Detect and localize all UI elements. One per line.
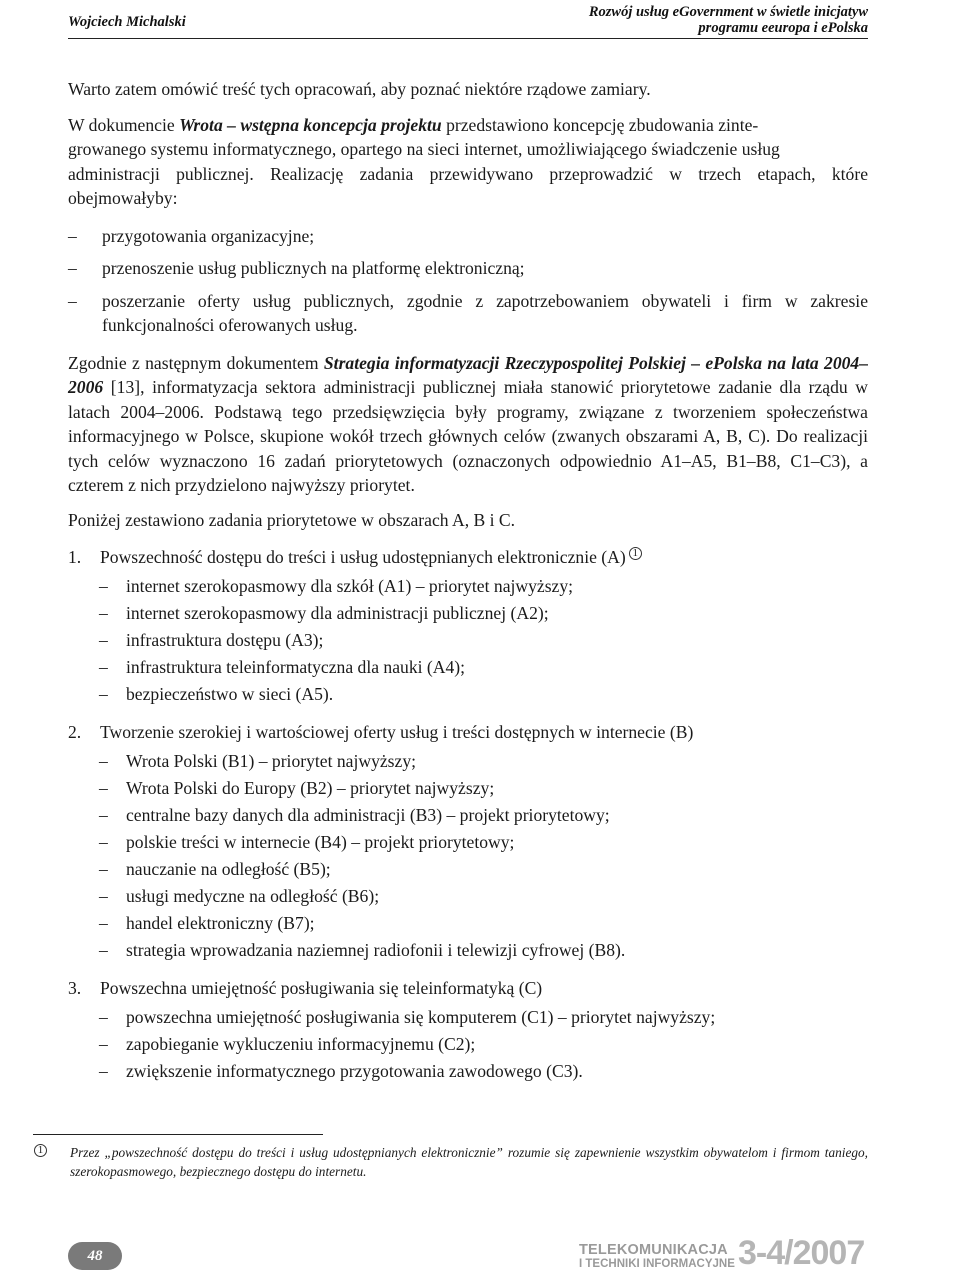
strategy-paragraph (68, 351, 868, 498)
list-item (68, 655, 868, 680)
list-item-text: infrastruktura teleinformatyczna dla nauki (A4); (126, 656, 466, 677)
list-item (68, 803, 868, 828)
area-c-number: 3. (68, 978, 82, 998)
list-item-text: centralne bazy danych dla administracji (B3) – projekt priorytetowy; (126, 804, 610, 825)
list-item-text: powszechna umiejętność posługiwania się komputerem (C1) – priorytet najwyższy; (126, 1006, 716, 1027)
list-item (68, 857, 868, 882)
running-head-title-line2: programu eeuropa i ePolska (698, 20, 868, 36)
issue-number: 3-4/2007 (738, 1234, 865, 1272)
list-dash: – (99, 629, 108, 650)
list-item-text: przenoszenie usług publicznych na platformę elektroniczną; (102, 258, 525, 278)
list-item (68, 256, 868, 281)
list-item (68, 289, 868, 338)
list-dash: – (68, 290, 77, 311)
list-dash: – (68, 258, 77, 278)
list-item-text: strategia wprowadzania naziemnej radiofonii i telewizji cyfrowej (B8). (126, 939, 626, 960)
list-item-text: zapobieganie wykluczeniu informacyjnemu (C2); (126, 1033, 476, 1054)
list-item-text: internet szerokopasmowy dla szkół (A1) – priorytet najwyższy; (126, 575, 574, 596)
area-c-heading (68, 976, 868, 1001)
list-item (68, 884, 868, 909)
list-dash: – (99, 683, 108, 704)
strategy-paragraph-rest: [13], informatyzacja sektora administracji publicznej miała stanowić priorytetowe zadanie dla rządu w latach 2004–2006. Podstawą tego przedsięwzięcia były programy, związane z tworzeniem społeczeństwa informacyjnego w Polsce, skupione wokół trzech głównych celów (zwanych obszarami A, B, C). Do realizacji tych celów wyznaczono 16 zadań priorytetowych (oznaczonych odpowiednio A1–A5, B1–B8, C1–C3), a czterem z nich przydzielono najwyższy priorytet. (68, 377, 868, 495)
list-item-text: Wrota Polski (B1) – priorytet najwyższy; (126, 750, 417, 771)
header-rule (68, 38, 868, 39)
list-item-text: poszerzanie oferty usług publicznych, zgodnie z zapotrzebowaniem obywateli i firm w zakresie funkcjonalności oferowanych usług. (102, 290, 868, 335)
list-dash: – (99, 1033, 108, 1054)
footnote-text: Przez „powszechność dostępu do treści i usług udostępnianych elektronicznie” rozumie się zapewnienie wszystkim obywatelom i firmom taniego, szerokopasmowego, bezpiecznego dostępu do internetu. (70, 1145, 868, 1179)
list-item-text: zwiększenie informatycznego przygotowania zawodowego (C3). (126, 1060, 583, 1081)
list-item (68, 574, 868, 599)
list-item (68, 1059, 868, 1084)
area-b-number: 2. (68, 722, 82, 742)
list-item (68, 749, 868, 774)
list-item-text: bezpieczeństwo w sieci (A5). (126, 683, 334, 704)
area-c-title: Powszechna umiejętność posługiwania się teleinformatyką (C) (100, 978, 543, 998)
intro-paragraph: Warto zatem omówić treść tych opracowań, aby poznać niektóre rządowe zamiary. (68, 79, 651, 99)
list-item-text: handel elektroniczny (B7); (126, 912, 315, 933)
list-item (68, 776, 868, 801)
wrota-doc-title: Wrota – wstępna koncepcja projektu (179, 114, 442, 135)
area-a-number: 1. (68, 547, 82, 567)
magazine-name-line1: TELEKOMUNIKACJA (579, 1242, 728, 1258)
strategy-paragraph-lead: Zgodnie z następnym dokumentem (68, 352, 324, 373)
area-b-heading (68, 720, 868, 745)
list-item (68, 224, 868, 249)
list-dash: – (99, 858, 108, 879)
area-a-list (68, 574, 868, 707)
wrota-paragraph-line2: growanego systemu informatycznego, opartego na sieci internet, umożliwiającego świadczenie usług (68, 139, 780, 159)
list-item-text: przygotowania organizacyjne; (102, 225, 315, 246)
list-dash: – (99, 1060, 108, 1081)
list-dash: – (99, 885, 108, 906)
list-dash: – (99, 939, 108, 960)
list-dash: – (99, 750, 108, 771)
footnote (37, 1143, 868, 1181)
wrota-paragraph (68, 113, 868, 211)
strategy-doc-title: Strategia informatyzacji Rzeczypospolitej Polskiej – ePolska na lata 2004–2006 (68, 352, 869, 397)
area-b-list (68, 749, 868, 963)
running-head-author: Wojciech Michalski (68, 14, 186, 30)
wrota-paragraph-lead: W dokumencie (68, 114, 180, 135)
list-item-text: Wrota Polski do Europy (B2) – priorytet najwyższy; (126, 777, 495, 798)
list-item (68, 911, 868, 936)
list-item (68, 938, 868, 963)
area-a-title: Powszechność dostępu do treści i usług udostępnianych elektronicznie (A) (100, 547, 626, 567)
footnote-number: 1 (34, 1144, 47, 1157)
list-dash: – (99, 602, 108, 623)
footnote-rule (33, 1134, 323, 1135)
running-head-title-line1: Rozwój usług eGovernment w świetle inicjatyw (588, 4, 868, 20)
list-item-text: internet szerokopasmowy dla administracji publicznej (A2); (126, 602, 549, 623)
list-dash: – (99, 656, 108, 677)
summary-paragraph: Poniżej zestawiono zadania priorytetowe w obszarach A, B i C. (68, 509, 516, 530)
list-item (68, 601, 868, 626)
area-b-title: Tworzenie szerokiej i wartościowej oferty usług i treści dostępnych w internecie (B) (100, 722, 694, 742)
list-dash: – (99, 831, 108, 852)
list-item-text: nauczanie na odległość (B5); (126, 858, 331, 879)
list-dash: – (99, 777, 108, 798)
list-item-text: polskie treści w internecie (B4) – projekt priorytetowy; (126, 831, 515, 852)
area-c-list (68, 1005, 868, 1084)
magazine-name (579, 1243, 735, 1271)
stages-list (68, 224, 868, 338)
list-dash: – (68, 225, 77, 246)
list-dash: – (99, 1006, 108, 1027)
wrota-paragraph-line1: przedstawiono koncepcję zbudowania zinte- (441, 114, 759, 135)
list-item (68, 628, 868, 653)
list-item (68, 830, 868, 855)
page-number: 48 (68, 1242, 122, 1270)
list-item-text: usługi medyczne na odległość (B6); (126, 885, 380, 906)
footnote-marker[interactable]: 1 (629, 547, 642, 560)
list-dash: – (99, 912, 108, 933)
area-a-heading (68, 545, 868, 570)
article-body (68, 77, 868, 1083)
running-head-title (589, 4, 868, 36)
list-item-text: infrastruktura dostępu (A3); (126, 629, 324, 650)
list-item (68, 1032, 868, 1057)
list-dash: – (99, 804, 108, 825)
list-item (68, 1005, 868, 1030)
list-dash: – (99, 575, 108, 596)
magazine-name-line2: I TECHNIKI INFORMACYJNE (579, 1258, 735, 1270)
list-item (68, 682, 868, 707)
wrota-paragraph-rest: administracji publicznej. Realizację zadania przewidywano przeprowadzić w trzech etapach, które obejmowałyby: (68, 163, 868, 208)
